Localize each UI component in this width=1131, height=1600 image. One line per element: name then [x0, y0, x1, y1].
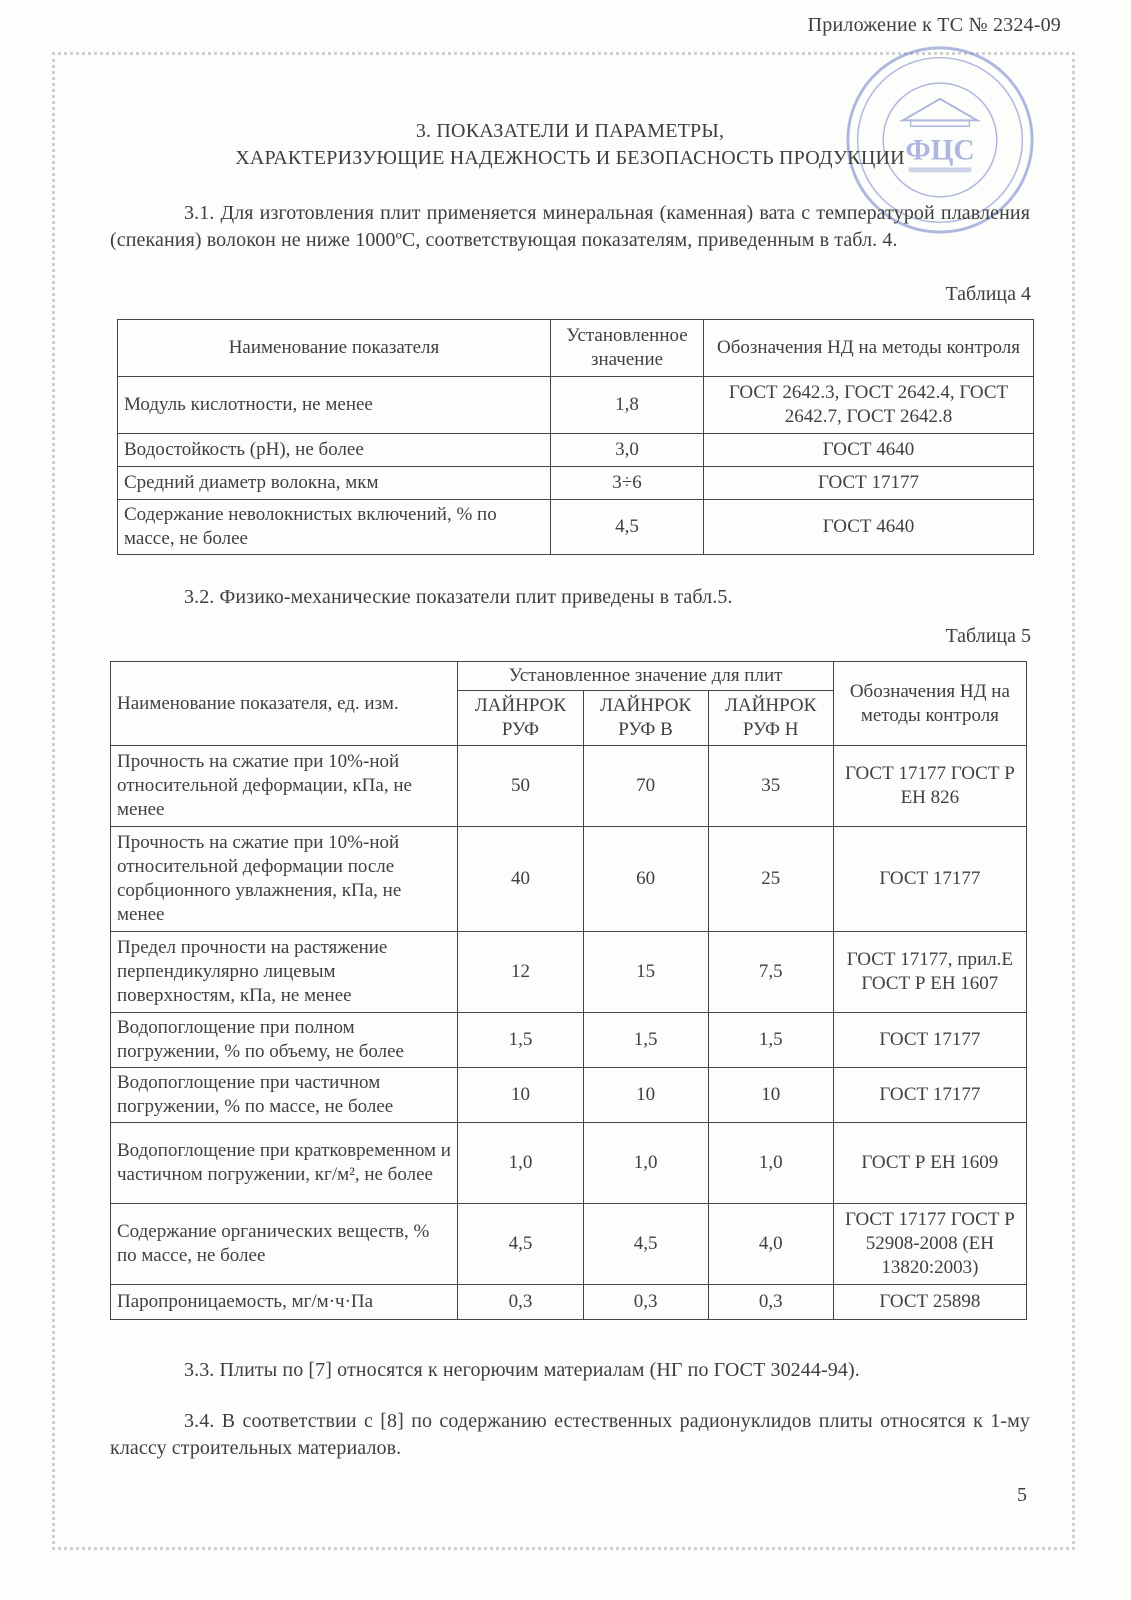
table-header-row	[118, 320, 1034, 377]
table-row	[111, 1285, 1027, 1320]
table-cell: Прочность на сжатие при 10%-ной относительной деформации после сорбционного увлажнения, кПа, не менее	[111, 827, 458, 932]
table-row	[111, 1204, 1027, 1285]
table-cell: 10	[708, 1068, 833, 1123]
table-cell: ГОСТ 2642.3, ГОСТ 2642.4, ГОСТ 2642.7, ГОСТ 2642.8	[704, 377, 1034, 434]
page-number: 5	[1017, 1484, 1027, 1506]
table-cell: 10	[458, 1068, 583, 1123]
table-cell: Предел прочности на растяжение перпендикулярно лицевым поверхностям, кПа, не менее	[111, 932, 458, 1013]
table-4-label: Таблица 4	[945, 283, 1031, 305]
paragraph-3-1	[110, 200, 1030, 254]
table-cell: Содержание неволокнистых включений, % по массе, не более	[118, 500, 551, 555]
table-5-label: Таблица 5	[945, 625, 1031, 647]
table-cell: ГОСТ 4640	[704, 500, 1034, 555]
table-5	[110, 661, 1027, 1320]
paragraph-3-3-text: 3.3. Плиты по [7] относятся к негорючим материалам (НГ по ГОСТ 30244-94).	[184, 1359, 860, 1381]
table-cell: Модуль кислотности, не менее	[118, 377, 551, 434]
table-cell: Прочность на сжатие при 10%-ной относительной деформации, кПа, не менее	[111, 746, 458, 827]
table-cell: 35	[708, 746, 833, 827]
paragraph-3-4	[110, 1408, 1030, 1462]
table-cell: 0,3	[583, 1285, 708, 1320]
table-cell: 1,0	[708, 1123, 833, 1204]
table-cell: 4,0	[708, 1204, 833, 1285]
table-cell: Водостойкость (рН), не более	[118, 434, 551, 467]
table-header-row	[111, 662, 1027, 691]
table-row	[111, 1123, 1027, 1204]
paragraph-3-3	[110, 1357, 1030, 1384]
table-cell: 1,0	[583, 1123, 708, 1204]
paragraph-3-4-text: 3.4. В соответствии с [8] по содержанию естественных радионуклидов плиты относятся к 1-му классу строительных материалов.	[110, 1410, 1030, 1459]
table-cell: 1,5	[583, 1013, 708, 1068]
table-row	[111, 1013, 1027, 1068]
table-cell: 3÷6	[551, 467, 704, 500]
table-cell: Средний диаметр волокна, мкм	[118, 467, 551, 500]
column-header-product: ЛАЙНРОК РУФ Н	[708, 691, 833, 746]
table-cell: 15	[583, 932, 708, 1013]
table-cell: 1,0	[458, 1123, 583, 1204]
column-header-name: Наименование показателя, ед. изм.	[111, 662, 458, 746]
table-cell: ГОСТ 17177	[833, 1068, 1026, 1123]
table-cell: 50	[458, 746, 583, 827]
table-cell: 1,8	[551, 377, 704, 434]
table-cell: Паропроницаемость, мг/м·ч·Па	[111, 1285, 458, 1320]
column-header-nd: Обозначения НД на методы контроля	[833, 662, 1026, 746]
section-title	[110, 118, 1030, 172]
table-4	[117, 319, 1034, 555]
table-cell: Водопоглощение при кратковременном и частичном погружении, кг/м², не более	[111, 1123, 458, 1204]
table-cell: 7,5	[708, 932, 833, 1013]
section-title-line-1: 3. ПОКАЗАТЕЛИ И ПАРАМЕТРЫ,	[415, 120, 725, 142]
table-cell: 3,0	[551, 434, 704, 467]
column-header-product: ЛАЙНРОК РУФ В	[583, 691, 708, 746]
paragraph-3-2	[110, 584, 1030, 611]
table-cell: ГОСТ 17177	[833, 1013, 1026, 1068]
table-cell: 4,5	[583, 1204, 708, 1285]
column-header: Установленное значение	[551, 320, 704, 377]
table-row	[111, 827, 1027, 932]
table-cell: ГОСТ 4640	[704, 434, 1034, 467]
table-cell: 60	[583, 827, 708, 932]
column-header: Наименование показателя	[118, 320, 551, 377]
table-cell: 70	[583, 746, 708, 827]
table-cell: 10	[583, 1068, 708, 1123]
table-cell: Водопоглощение при полном погружении, % по объему, не более	[111, 1013, 458, 1068]
table-cell: 12	[458, 932, 583, 1013]
table-cell: Содержание органических веществ, % по массе, не более	[111, 1204, 458, 1285]
table-cell: 25	[708, 827, 833, 932]
table-row	[111, 1068, 1027, 1123]
table-cell: 40	[458, 827, 583, 932]
table-cell: 0,3	[708, 1285, 833, 1320]
table-cell: ГОСТ 25898	[833, 1285, 1026, 1320]
table-cell: 1,5	[708, 1013, 833, 1068]
table-row	[118, 467, 1034, 500]
table-cell: 4,5	[458, 1204, 583, 1285]
column-header: Обозначения НД на методы контроля	[704, 320, 1034, 377]
table-cell: 1,5	[458, 1013, 583, 1068]
column-header-group: Установленное значение для плит	[458, 662, 833, 691]
table-cell: ГОСТ 17177 ГОСТ Р 52908-2008 (ЕН 13820:2003)	[833, 1204, 1026, 1285]
table-cell: ГОСТ 17177, прил.Е ГОСТ Р ЕН 1607	[833, 932, 1026, 1013]
table-row	[118, 434, 1034, 467]
table-cell: ГОСТ 17177	[704, 467, 1034, 500]
table-cell: Водопоглощение при частичном погружении, % по массе, не более	[111, 1068, 458, 1123]
table-cell: 0,3	[458, 1285, 583, 1320]
table-cell: ГОСТ 17177 ГОСТ Р ЕН 826	[833, 746, 1026, 827]
table-cell: ГОСТ Р ЕН 1609	[833, 1123, 1026, 1204]
table-row	[118, 500, 1034, 555]
appendix-note: Приложение к ТС № 2324-09	[807, 14, 1061, 36]
table-cell: ГОСТ 17177	[833, 827, 1026, 932]
column-header-product: ЛАЙНРОК РУФ	[458, 691, 583, 746]
table-row	[111, 746, 1027, 827]
section-title-line-2: ХАРАКТЕРИЗУЮЩИЕ НАДЕЖНОСТЬ И БЕЗОПАСНОСТЬ ПРОДУКЦИИ	[235, 147, 905, 169]
stamp-text: ФЦС	[905, 134, 975, 167]
paragraph-3-1-text: 3.1. Для изготовления плит применяется минеральная (каменная) вата с температурой плавления (спекания) волокон не ниже 1000ºС, соответствующая показателям, приведенным в табл. 4.	[110, 202, 1030, 251]
table-cell: 4,5	[551, 500, 704, 555]
table-row	[111, 932, 1027, 1013]
table-row	[118, 377, 1034, 434]
paragraph-3-2-text: 3.2. Физико-механические показатели плит приведены в табл.5.	[184, 586, 733, 608]
